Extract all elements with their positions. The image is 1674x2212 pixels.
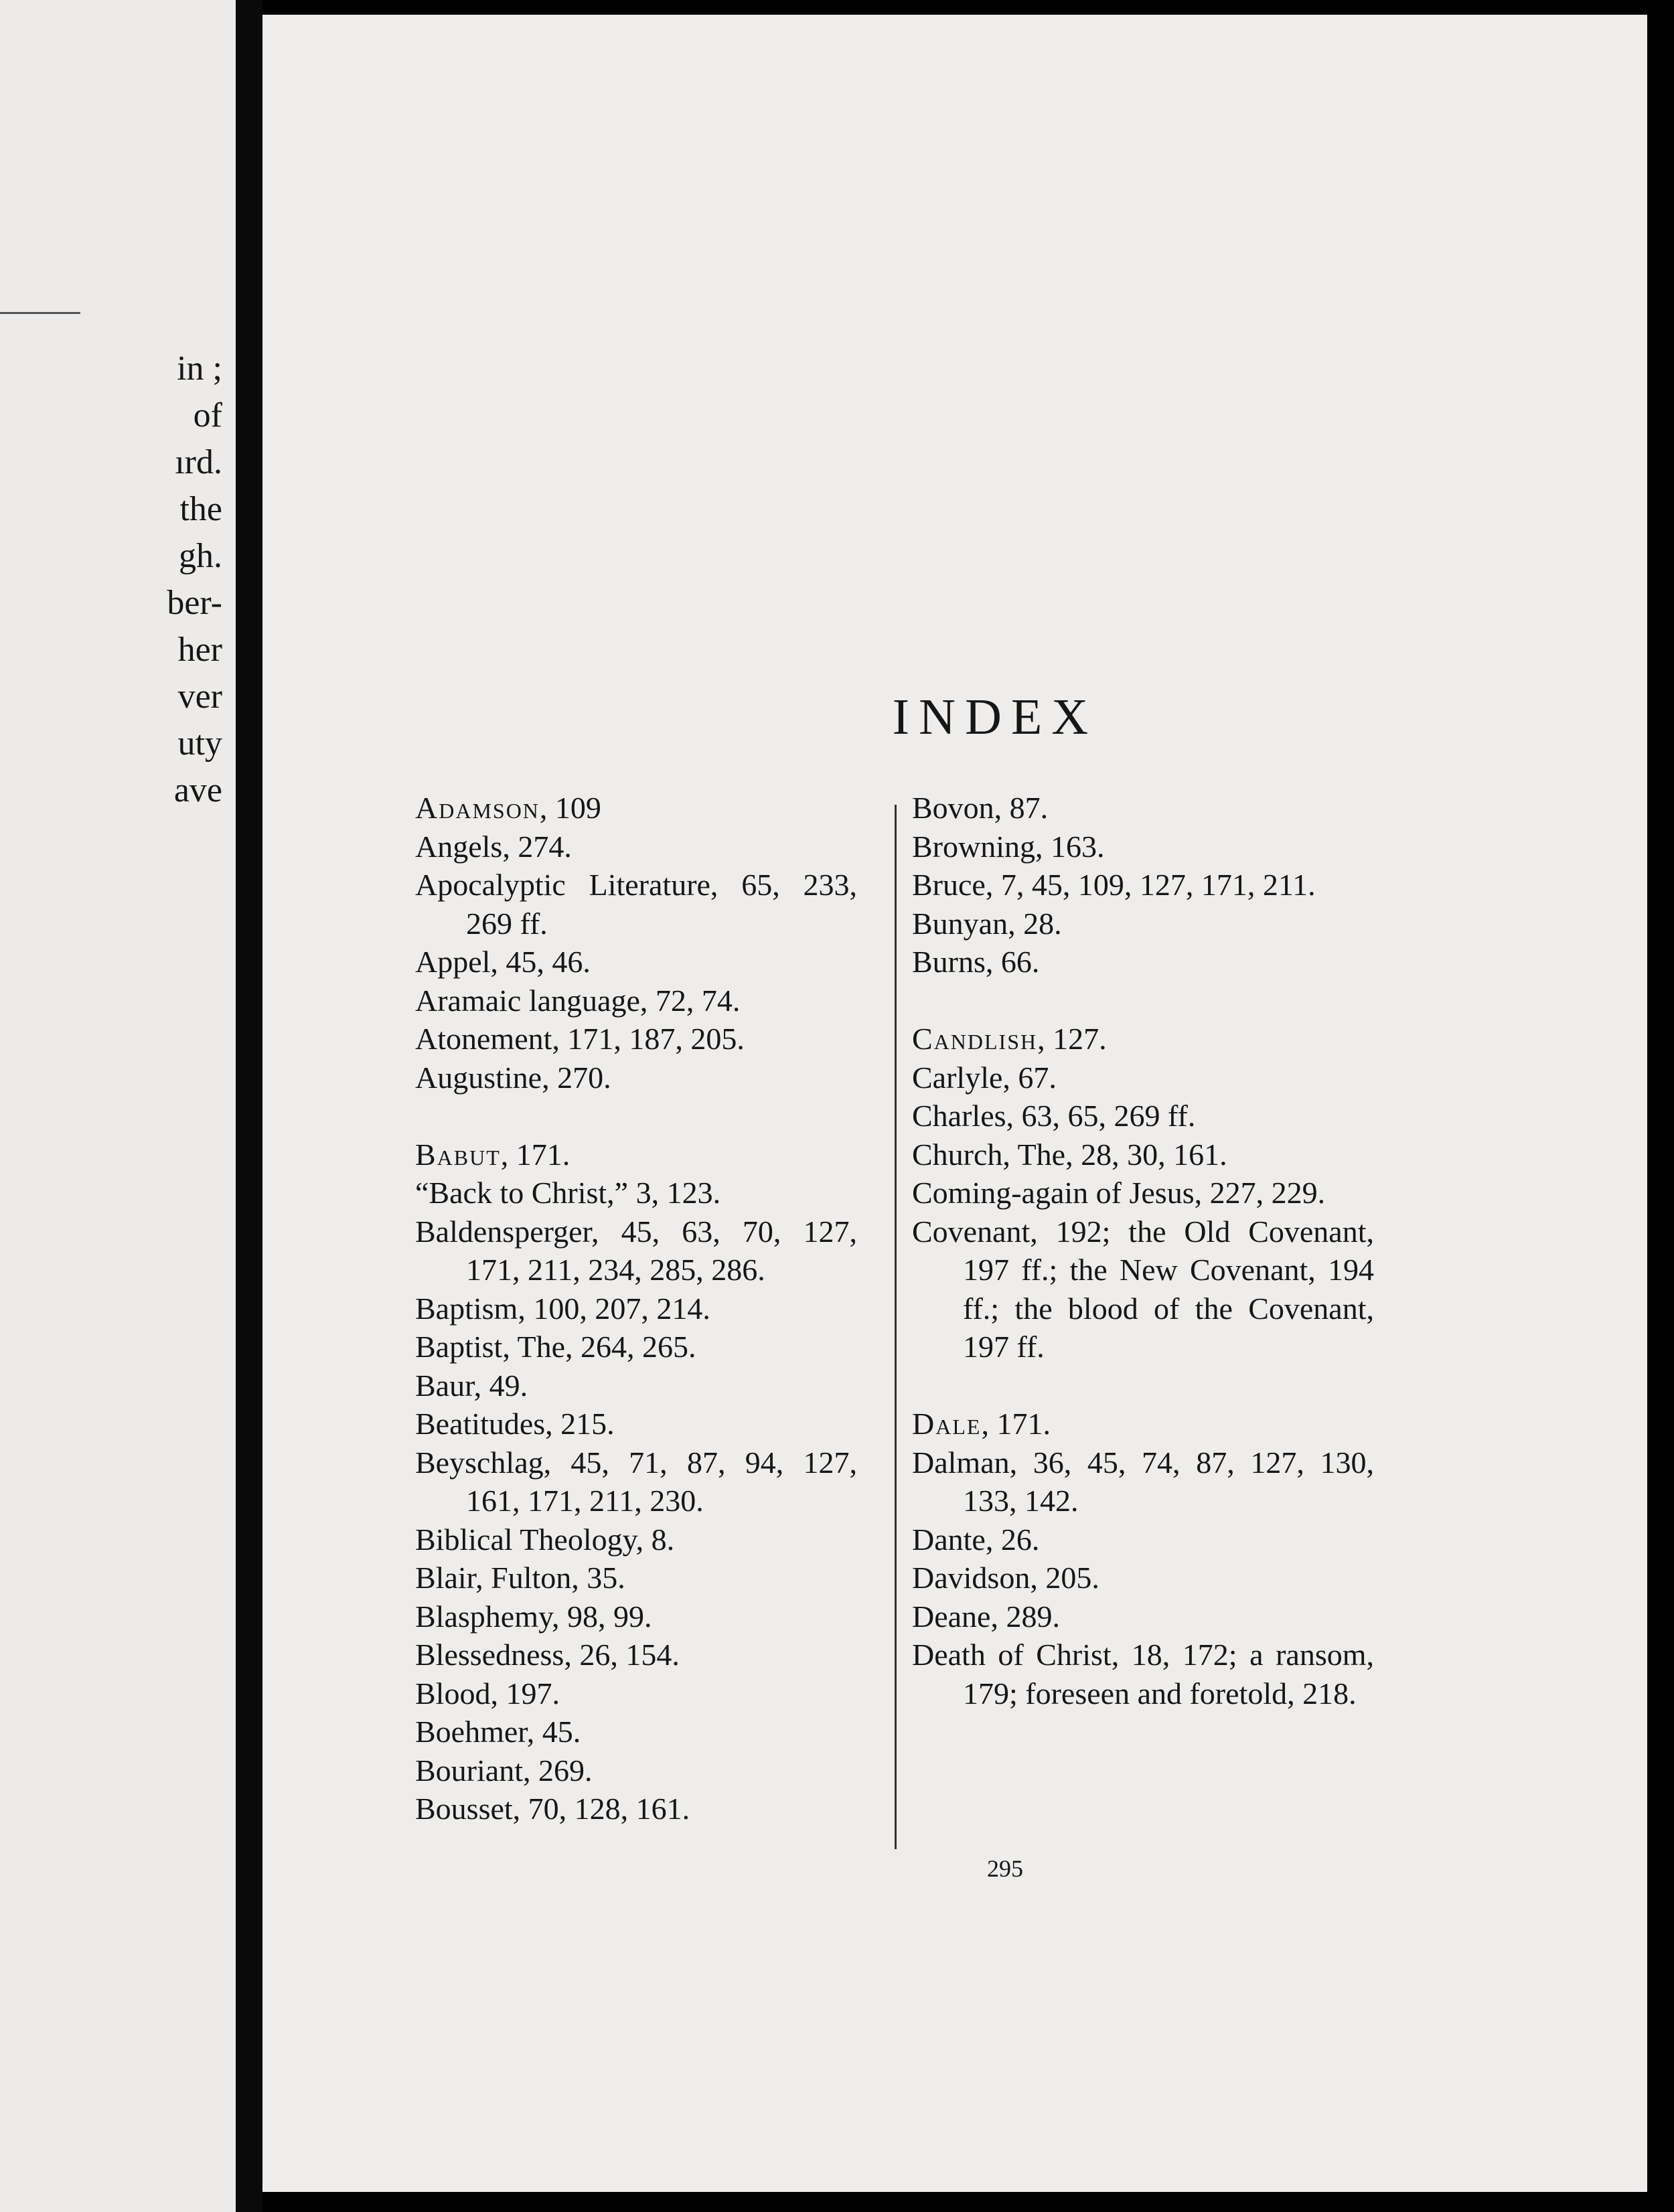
previous-page-line: of [193,396,222,434]
index-entry: Bunyan, 28. [912,906,1062,941]
previous-page-fragment [0,0,236,2212]
previous-page-line: the [179,490,222,528]
index-entry: Boehmer, 45. [415,1715,581,1749]
index-entry: Davidson, 205. [912,1561,1099,1595]
book-spine [236,0,262,2212]
letter-section-gap [415,1097,857,1135]
index-entry [912,1405,1374,1443]
index-entry: Bruce, 7, 45, 109, 127, 171, 211. [912,868,1316,902]
index-entry: Augustine, 270. [415,1060,611,1095]
previous-page-line: in ; [177,349,222,388]
index-entry-pages: , 171. [981,1407,1051,1441]
index-entry: Blasphemy, 98, 99. [415,1599,652,1634]
index-entry: Biblical Theology, 8. [415,1522,675,1557]
index-entry: Beatitudes, 215. [415,1407,615,1441]
letter-section-gap [912,981,1374,1020]
index-entry [415,1135,857,1174]
previous-page-line: ırd. [175,443,222,481]
index-entry: Blessedness, 26, 154. [415,1638,680,1672]
index-entry-pages: , 171. [500,1137,570,1172]
index-entry: Angels, 274. [415,829,572,864]
index-entry-heading: Dale [912,1407,982,1441]
index-entry: Baur, 49. [415,1368,528,1403]
index-entry: Dante, 26. [912,1522,1040,1557]
index-column-left [415,789,857,1828]
page-title: INDEX [892,689,1098,745]
index-entry: Aramaic language, 72, 74. [415,983,741,1018]
index-entry: Bovon, 87. [912,791,1049,825]
previous-page-line: ber- [167,584,222,622]
index-entry: Baldensperger, 45, 63, 70, 127, 171, 211, 234, 285, 286. [415,1214,857,1287]
previous-page-line: ave [173,771,222,809]
index-entry-heading: Babut [415,1137,501,1172]
index-entry-heading: Candlish [912,1022,1038,1056]
index-entry: “Back to Christ,” 3, 123. [415,1176,721,1210]
letter-section-gap [912,1366,1374,1405]
index-entry [415,789,857,827]
index-entry: Covenant, 192; the Old Covenant, 197 ff.; the New Covenant, 194 ff.; the blood of the Covenant, 197 ff. [912,1214,1374,1364]
index-entry: Bousset, 70, 128, 161. [415,1792,690,1826]
index-entry-pages: , 127. [1037,1022,1107,1056]
index-entry: Baptist, The, 264, 265. [415,1330,696,1364]
index-entry: Browning, 163. [912,829,1105,864]
index-entry: Death of Christ, 18, 172; a ransom, 179; foreseen and foretold, 218. [912,1638,1374,1711]
index-entry: Blood, 197. [415,1676,560,1711]
index-entry: Burns, 66. [912,945,1040,979]
index-entry-pages: , 109 [539,791,601,825]
previous-page-line: uty [177,724,222,763]
index-entry: Bouriant, 269. [415,1753,593,1788]
previous-page-rule [0,312,80,314]
index-entry: Atonement, 171, 187, 205. [415,1022,745,1056]
index-entry: Apocalyptic Literature, 65, 233, 269 ff. [415,868,857,941]
index-entry: Coming-again of Jesus, 227, 229. [912,1176,1326,1210]
index-column-right [912,789,1374,1713]
index-entry: Baptism, 100, 207, 214. [415,1291,710,1326]
index-entry: Blair, Fulton, 35. [415,1561,625,1595]
index-entry: Deane, 289. [912,1599,1060,1634]
index-entry: Carlyle, 67. [912,1060,1057,1095]
page-number: 295 [987,1855,1023,1882]
previous-page-line: her [177,631,222,669]
column-divider [895,805,897,1849]
index-entry [912,1020,1374,1058]
index-entry: Church, The, 28, 30, 161. [912,1137,1227,1172]
previous-page-line: gh. [179,537,222,575]
index-page [262,15,1647,2192]
index-entry: Beyschlag, 45, 71, 87, 94, 127, 161, 171, 211, 230. [415,1445,857,1518]
previous-page-line: ver [177,678,222,716]
index-entry: Charles, 63, 65, 269 ff. [912,1099,1196,1133]
index-entry-heading: Adamson [415,791,540,825]
index-entry: Dalman, 36, 45, 74, 87, 127, 130, 133, 142. [912,1445,1374,1518]
index-entry: Appel, 45, 46. [415,945,591,979]
